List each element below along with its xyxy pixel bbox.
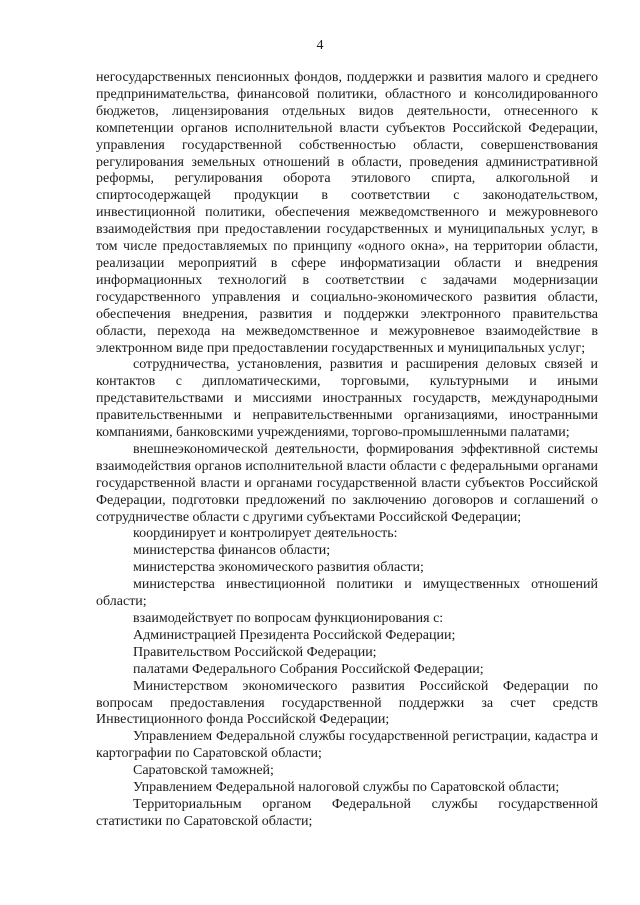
list-item-rosreestr: Управлением Федеральной службы государственной регистрации, кадастра и картографии по Саратовской области; [96,729,598,762]
paragraph-interacts-heading: взаимодействует по вопросам функционирования с: [133,611,444,626]
paragraph-continuation: негосударственных пенсионных фондов, поддержки и развития малого и среднего предпринимательства, финансовой политики, областного и консолидированного бюджетов, лицензирования отдельных видов деятельности, отнесенного к компетенции органов исполнительной власти субъектов Российской Федерации, управления государственной собственностью области, совершенствования регулирования земельных отношений в области, проведения административной реформы, регулирования оборота этилового спирта, алкогольной и спиртосодержащей продукции в соответствии с законодательством, инвестиционной политики, обеспечения межведомственного и межуровневого взаимодействия при предоставлении государственных и муниципальных услуг, в том числе предоставляемых по принципу «одного окна», на территории области, реализации мероприятий в сфере информатизации области и внедрения информационных технологий в соответствии с задачами модернизации государственного управления и социально-экономического развития области, обеспечения внедрения, развития и поддержки электронного правительства области, перехода на межведомственное и межуровневое взаимодействие в электронном виде при предоставлении государственных и муниципальных услуг; [96,70,598,356]
paragraph-cooperation: сотрудничества, установления, развития и расширения деловых связей и контактов с дипломатическими, торговыми, культурными и иными представительствами и миссиями иностранных государств, международными правительственными и неправительственными организациями, иностранными компаниями, банковскими учреждениями, торгово-промышленными палатами; [96,357,598,441]
list-item-ministry-economic-development: Министерством экономического развития Российской Федерации по вопросам предоставления государственной поддержки за счет средств Инвестиционного фонда Российской Федерации; [96,678,598,728]
list-item-tax-service: Управлением Федеральной налоговой службы по Саратовской области; [133,780,560,796]
list-item-ministry-finance: министерства финансов области; [133,543,331,559]
list-item-presidential-administration: Администрацией Президента Российской Федерации; [133,627,456,643]
paragraph-foreign-economic: внешнеэкономической деятельности, формирования эффективной системы взаимодействия органов исполнительной власти области с федеральными органами государственной власти и органами государственной власти субъектов Российской Федерации, подготовки предложений по заключению договоров и соглашений о сотрудничестве области с другими субъектами Российской Федерации; [96,441,598,525]
list-item-statistics: Территориальным органом Федеральной службы государственной статистики по Саратовской области; [96,796,598,829]
list-item-customs: Саратовской таможней; [133,763,274,779]
list-item-ministry-investment: министерства инвестиционной политики и имущественных отношений области; [96,577,598,610]
page-number: 4 [316,38,324,53]
paragraph-coordinates-heading: координирует и контролирует деятельность: [133,526,398,542]
list-item-ministry-economy: министерства экономического развития области; [133,560,424,576]
document-body [96,70,598,831]
list-item-federal-assembly: палатами Федерального Собрания Российской Федерации; [133,661,484,677]
list-item-government: Правительством Российской Федерации; [133,644,377,660]
